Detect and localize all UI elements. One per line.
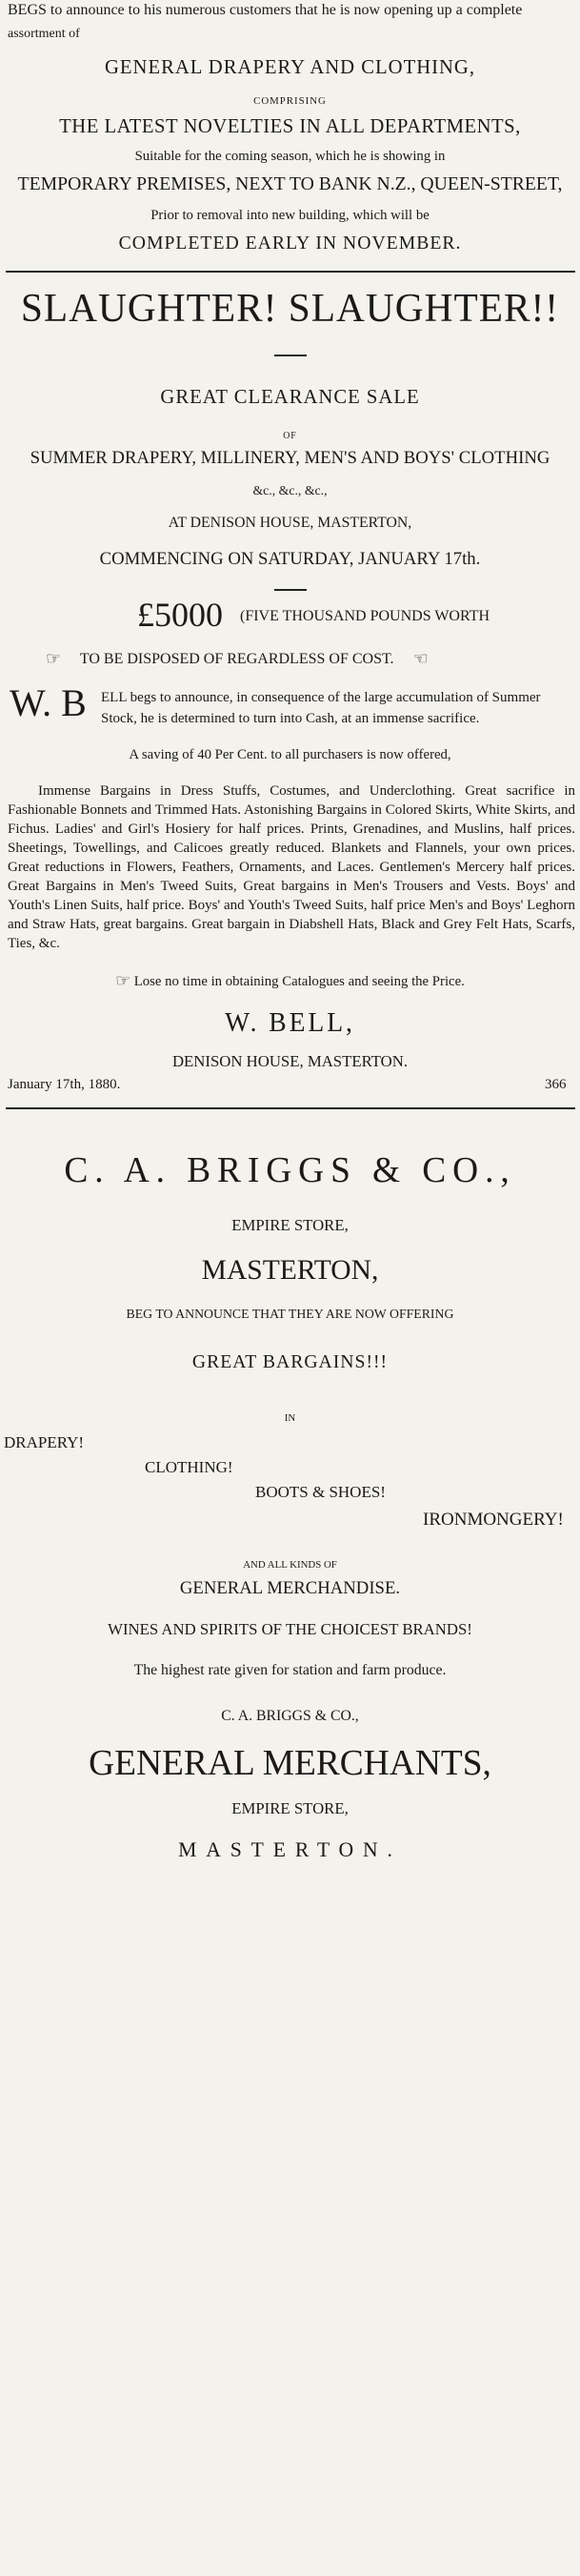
disposed-text: TO BE DISPOSED OF REGARDLESS OF COST. xyxy=(79,651,394,667)
wines-line: WINES AND SPIRITS OF THE CHOICEST BRANDS! xyxy=(108,1620,472,1638)
bell-line-2: Stock, he is determined to turn into Cash, at an immense sacrifice. xyxy=(101,711,480,726)
disposed-line xyxy=(46,648,429,668)
short-rule xyxy=(274,355,307,356)
slaughter-headline: SLAUGHTER! SLAUGHTER!! xyxy=(20,287,560,331)
short-rule-2 xyxy=(274,589,307,591)
blank-paper-area xyxy=(0,1897,580,2576)
signature-w-bell: W. BELL, xyxy=(225,1008,355,1038)
amount-5000: £5000 xyxy=(137,596,223,634)
divider-thick xyxy=(6,271,575,273)
of-label: OF xyxy=(283,431,297,441)
general-merchants: GENERAL MERCHANTS, xyxy=(89,1743,491,1783)
bell-initials: W. B xyxy=(10,681,87,724)
suitable-line: Suitable for the coming season, which he is showing in xyxy=(134,149,446,164)
intro-line-2: assortment of xyxy=(8,27,80,41)
pointing-hand-icon: ☞ xyxy=(46,649,62,668)
boots-label: BOOTS & SHOES! xyxy=(255,1483,386,1501)
bargains-paragraph: Immense Bargains in Dress Stuffs, Costumes, and Underclothing. Great sacrifice in Fashionable Bonnets and Trimmed Hats. Astonishing Bargains in Colored Skirts, White Skirts, and Fichus. Ladies' and Girl's Hosiery for half prices. Prints, Grenadines, and Muslins, half prices. Sheetings, Towellings, and Calicoes greatly reduced. Blankets and Flannels, your own prices. Great reductions in Flowers, Feathers, Ornaments, and Laces. Gentlemen's Mercery half prices. Great Bargains in Men's Tweed Suits, Great bargains in Men's Trousers and Vests. Boys' and Youth's Linen Suits, half price. Boys' and Youth's Tweed Suits, half price Men's and Boys' Leghorn and Straw Hats, great bargains. Great bargain in Diabshell Hats, Black and Grey Felt Hats, Scarfs, Ties, &c. xyxy=(8,783,575,951)
denison-address: DENISON HOUSE, MASTERTON. xyxy=(171,1052,409,1070)
ironmongery-label: IRONMONGERY! xyxy=(423,1510,564,1530)
commencing-line: COMMENCING ON SATURDAY, JANUARY 17th. xyxy=(99,549,481,569)
masterton-footer: MASTERTON. xyxy=(178,1837,402,1861)
latest-novelties: THE LATEST NOVELTIES IN ALL DEPARTMENTS, xyxy=(59,114,521,137)
announce-line: BEG TO ANNOUNCE THAT THEY ARE NOW OFFERING xyxy=(126,1308,454,1322)
etc-line: &c., &c., &c., xyxy=(252,484,328,498)
great-bargains: GREAT BARGAINS!!! xyxy=(191,1351,389,1372)
divider-thick-2 xyxy=(6,1107,575,1109)
bell-line-1: ELL begs to announce, in consequence of the large accumulation of Summer xyxy=(101,690,541,705)
briggs-small: C. A. BRIGGS & CO., xyxy=(221,1708,359,1724)
ref-number: 366 xyxy=(545,1077,567,1092)
date-line: January 17th, 1880. xyxy=(8,1077,121,1092)
masterton-heading: MASTERTON, xyxy=(201,1254,379,1286)
saving-line: A saving of 40 Per Cent. to all purchasers is now offered, xyxy=(129,747,451,762)
pointing-hand-icon-2: ☞ xyxy=(115,971,131,990)
empire-store-2: EMPIRE STORE, xyxy=(231,1799,349,1817)
comprising-label: COMPRISING xyxy=(253,95,327,107)
clothing-label: CLOTHING! xyxy=(145,1458,233,1476)
temporary-premises: TEMPORARY PREMISES, NEXT TO BANK N.Z., QUEEN-STREET, xyxy=(17,173,563,194)
completed-line: COMPLETED EARLY IN NOVEMBER. xyxy=(118,233,462,254)
pointing-hand-icon-left: ☜ xyxy=(412,649,429,668)
drapery-label: DRAPERY! xyxy=(4,1433,85,1451)
headline-general-drapery: GENERAL DRAPERY AND CLOTHING, xyxy=(104,55,476,78)
briggs-firm-name: C. A. BRIGGS & CO., xyxy=(64,1150,516,1190)
empire-store: EMPIRE STORE, xyxy=(231,1216,349,1234)
lose-text: Lose no time in obtaining Catalogues and seeing the Price. xyxy=(133,974,465,989)
highest-rate-line: The highest rate given for station and farm produce. xyxy=(133,1662,447,1678)
lose-line xyxy=(5,970,576,990)
at-denison-house: AT DENISON HOUSE, MASTERTON, xyxy=(168,515,412,531)
clearance-sale: GREAT CLEARANCE SALE xyxy=(160,385,420,408)
general-merchandise: GENERAL MERCHANDISE. xyxy=(179,1578,401,1598)
amount-words: (FIVE THOUSAND POUNDS WORTH xyxy=(240,608,490,624)
intro-line-1: BEGS to announce to his numerous customers that he is now opening up a complete xyxy=(8,2,523,18)
prior-line: Prior to removal into new building, which will be xyxy=(150,208,430,223)
all-kinds-label: AND ALL KINDS OF xyxy=(243,1559,337,1571)
in-label: IN xyxy=(284,1412,296,1424)
summer-drapery: SUMMER DRAPERY, MILLINERY, MEN'S AND BOYS' CLOTHING xyxy=(30,448,550,468)
